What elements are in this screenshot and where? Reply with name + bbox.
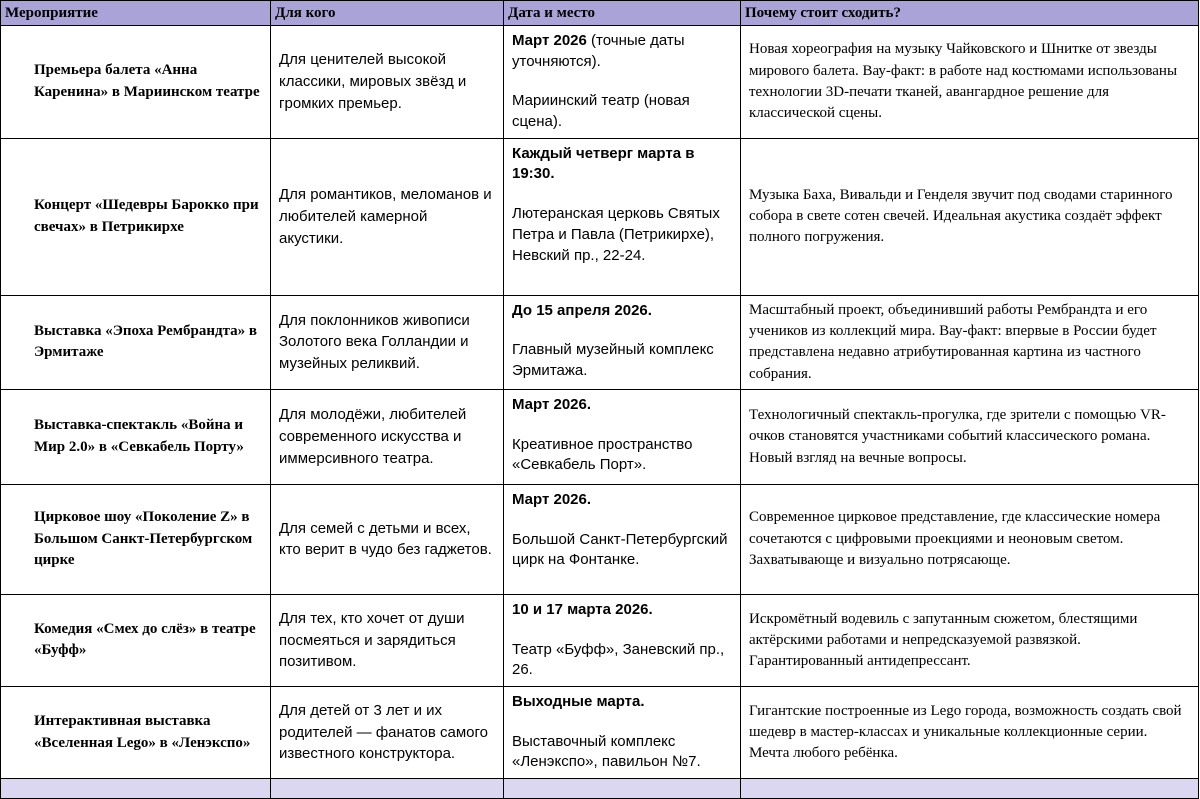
date-place-cell [504,295,741,389]
why-cell: Музыка Баха, Вивальди и Генделя звучит под сводами старинного собора в свете сотен свечей. Идеальная акустика создаёт эффект полного погружения. [741,138,1199,295]
table-row [1,138,1199,295]
why-cell: Технологичный спектакль-прогулка, где зрители с помощью VR-очков становятся участниками событий классического романа. Новый взгляд на вечные вопросы. [741,389,1199,484]
empty-footer-cell [271,779,504,799]
empty-footer-cell [741,779,1199,799]
date-note-text: (точные даты уточняются). [512,32,685,70]
why-cell: Масштабный проект, объединивший работы Рембрандта и его учеников из коллекций мира. Вау-факт: впервые в России будет представлена недавно атрибутированная картина из частного собрания. [741,295,1199,389]
table-row [1,26,1199,139]
date-line [512,144,732,185]
event-name-cell: Комедия «Смех до слёз» в театре «Буфф» [1,594,271,686]
why-cell: Новая хореография на музыку Чайковского и Шнитке от звезды мирового балета. Вау-факт: в работе над костюмами использованы технологии 3D-печати тканей, авангардное решение для классической сцены. [741,26,1199,139]
date-bold-text: Каждый четверг марта в 19:30. [512,144,695,183]
audience-cell: Для детей от 3 лет и их родителей — фанатов самого известного конструктора. [271,687,504,779]
place-text: Театр «Буфф», Заневский пр., 26. [512,640,725,679]
date-bold-text: Март 2026 [512,32,587,49]
date-place-cell [504,484,741,594]
date-line [512,395,732,416]
audience-cell: Для романтиков, меломанов и любителей камерной акустики. [271,138,504,295]
col-header-date-place: Дата и место [504,1,741,26]
col-header-audience: Для кого [271,1,504,26]
date-place-cell [504,138,741,295]
event-name-cell: Интерактивная выставка «Вселенная Lego» в «Ленэкспо» [1,687,271,779]
date-place-cell [504,26,741,139]
col-header-why: Почему стоит сходить? [741,1,1199,26]
audience-cell: Для семей с детьми и всех, кто верит в чудо без гаджетов. [271,484,504,594]
date-place-cell [504,687,741,779]
date-bold-text: Выходные марта. [512,693,645,710]
table-row [1,484,1199,594]
date-line [512,301,732,322]
event-name-cell: Премьера балета «Анна Каренина» в Мариинском театре [1,26,271,139]
place-text: Главный музейный комплекс Эрмитажа. [512,341,714,380]
date-bold-text: 10 и 17 марта 2026. [512,600,653,618]
col-header-event: Мероприятие [1,1,271,26]
audience-cell: Для молодёжи, любителей современного искусства и иммерсивного театра. [271,389,504,484]
date-bold-text: Март 2026. [512,490,592,508]
table-header-row [1,1,1199,26]
why-cell: Гигантские построенные из Lego города, возможность создать свой шедевр в мастер-классах и уникальные коллекционные серии. Мечта любого ребёнка. [741,687,1199,779]
place-text: Большой Санкт-Петербургский цирк на Фонтанке. [512,530,728,569]
audience-cell: Для ценителей высокой классики, мировых звёзд и громких премьер. [271,26,504,139]
place-text: Креативное пространство «Севкабель Порт». [512,435,693,474]
date-line [512,600,732,621]
event-name-cell: Выставка-спектакль «Война и Мир 2.0» в «Севкабель Порту» [1,389,271,484]
why-cell: Искромётный водевиль с запутанным сюжетом, блестящими актёрскими работами и непредсказуемой развязкой. Гарантированный антидепрессант. [741,594,1199,686]
place-text: Выставочный комплекс «Ленэкспо», павильон №7. [512,732,701,771]
table-row [1,687,1199,779]
table-row [1,389,1199,484]
table-row [1,594,1199,686]
date-line [512,490,732,511]
place-text: Лютеранская церковь Святых Петра и Павла (Петрикирхе), Невский пр., 22-24. [512,205,720,264]
table-row [1,295,1199,389]
date-line [512,31,732,72]
empty-footer-cell [504,779,741,799]
audience-cell: Для поклонников живописи Золотого века Голландии и музейных реликвий. [271,295,504,389]
date-line [512,692,732,713]
date-bold-text: До 15 апреля 2026. [512,301,652,319]
event-name-cell: Концерт «Шедевры Барокко при свечах» в Петрикирхе [1,138,271,295]
why-cell: Современное цирковое представление, где классические номера сочетаются с цифровыми проекциями и неоновым светом. Захватывающе и визуально потрясающе. [741,484,1199,594]
audience-cell: Для тех, кто хочет от души посмеяться и зарядиться позитивом. [271,594,504,686]
event-name-cell: Выставка «Эпоха Рембрандта» в Эрмитаже [1,295,271,389]
date-bold-text: Март 2026. [512,395,592,413]
event-name-cell: Цирковое шоу «Поколение Z» в Большом Санкт-Петербургском цирке [1,484,271,594]
date-place-cell [504,389,741,484]
empty-footer-cell [1,779,271,799]
place-text: Мариинский театр (новая сцена). [512,92,690,131]
empty-footer-row [1,779,1199,799]
date-place-cell [504,594,741,686]
